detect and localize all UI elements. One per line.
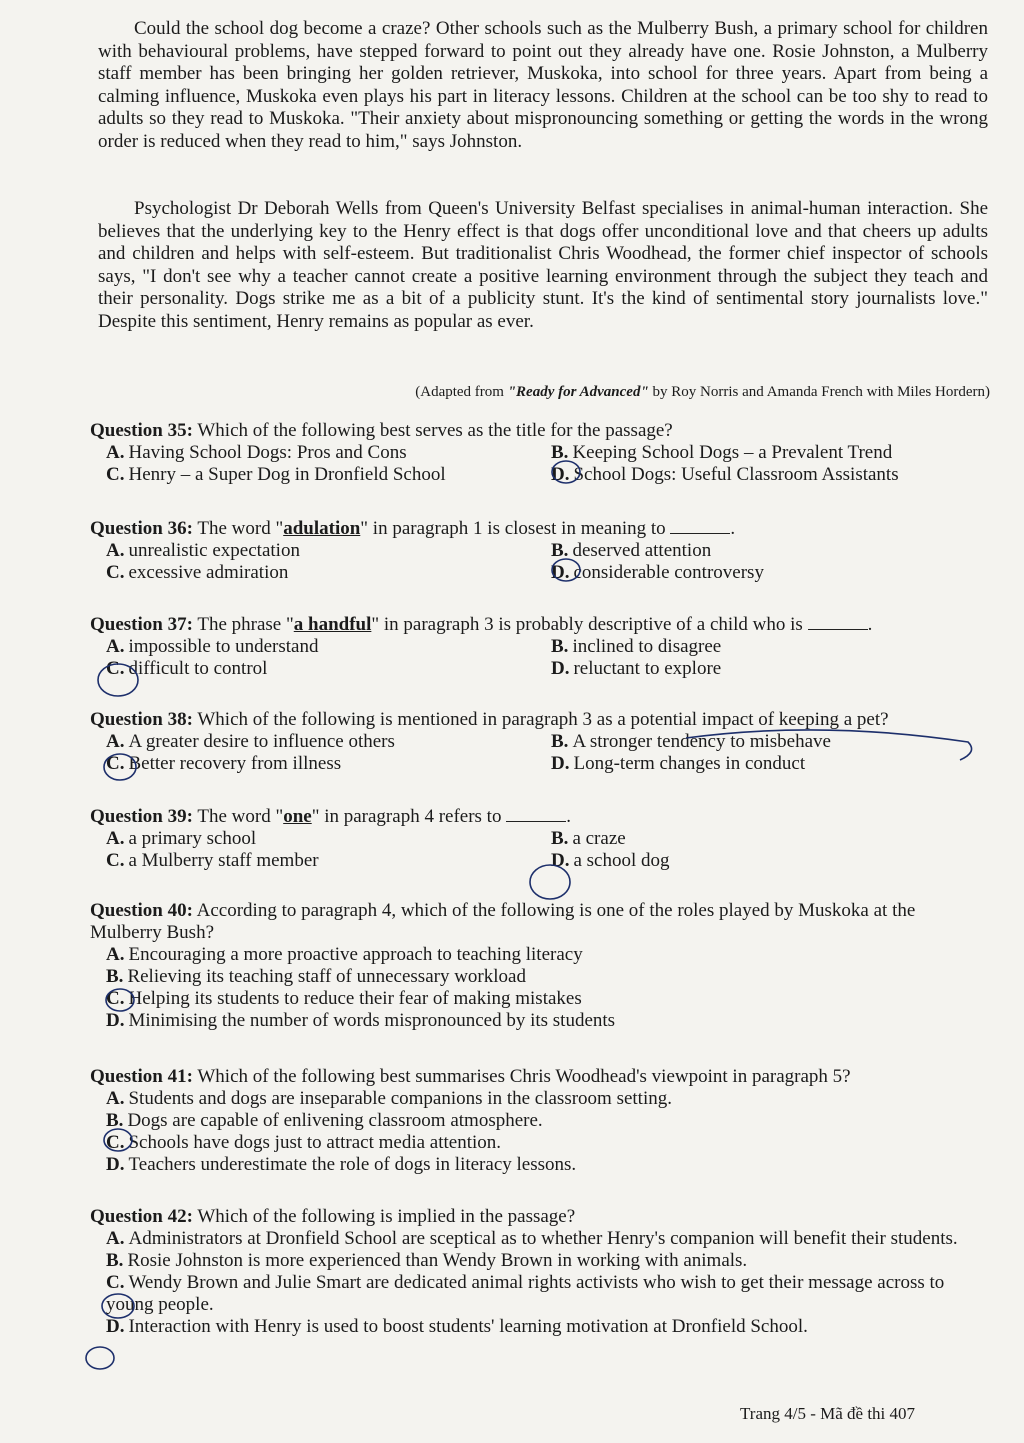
option-a[interactable]: A. impossible to understand bbox=[106, 636, 319, 657]
options bbox=[106, 1088, 990, 1176]
option-c[interactable]: C. excessive admiration bbox=[106, 562, 289, 583]
option-a[interactable]: A. a primary school bbox=[106, 828, 257, 849]
options bbox=[106, 636, 990, 680]
option-c[interactable]: C. Wendy Brown and Julie Smart are dedicated animal rights activists who wish to get their message across to young people. bbox=[106, 1272, 945, 1315]
option-a[interactable]: A. unrealistic expectation bbox=[106, 540, 300, 561]
answer-blank bbox=[808, 615, 868, 630]
option-b[interactable]: B. deserved attention bbox=[551, 540, 712, 561]
option-c[interactable]: C. a Mulberry staff member bbox=[106, 850, 319, 871]
question-number: Question 36: bbox=[90, 518, 193, 539]
option-d[interactable]: D. considerable controversy bbox=[551, 562, 764, 583]
option-a[interactable]: A. Encouraging a more proactive approach to teaching literacy bbox=[106, 944, 583, 965]
question-number: Question 41: bbox=[90, 1066, 193, 1087]
passage-paragraph-4: Could the school dog become a craze? Other schools such as the Mulberry Bush, a primary school for children with behavioural problems, have stepped forward to point out they already have one. Rosie Johnston, a Mulberry staff member has been bringing her golden retriever, Muskoka, into school for three years. Apart from being a calming influence, Muskoka even plays his part in literacy lessons. Children at the school can be too shy to read to adults so they read to Muskoka. "Their anxiety about mispronouncing something or getting the words in the wrong order is reduced when they read to him," says Johnston. bbox=[98, 18, 988, 152]
question-stem: Which of the following best summarises Chris Woodhead's viewpoint in paragraph 5? bbox=[197, 1066, 851, 1087]
page-footer: Trang 4/5 - Mã đề thi 407 bbox=[740, 1404, 916, 1423]
question-35 bbox=[90, 420, 990, 486]
option-a[interactable]: A. A greater desire to influence others bbox=[106, 731, 395, 752]
keyword: adulation bbox=[283, 518, 361, 539]
option-a[interactable]: A. Having School Dogs: Pros and Cons bbox=[106, 442, 407, 463]
option-c[interactable]: C. Schools have dogs just to attract media attention. bbox=[106, 1132, 502, 1153]
source-citation: (Adapted from "Ready for Advanced" by Roy Norris and Amanda French with Miles Hordern) bbox=[415, 384, 990, 400]
option-b[interactable]: B. a craze bbox=[551, 828, 626, 849]
question-stem: Which of the following is mentioned in paragraph 3 as a potential impact of keeping a pet? bbox=[197, 709, 889, 730]
question-number: Question 42: bbox=[90, 1206, 193, 1227]
question-number: Question 40: bbox=[90, 900, 193, 921]
option-b[interactable]: B. inclined to disagree bbox=[551, 636, 722, 657]
option-c[interactable]: C. Helping its students to reduce their fear of making mistakes bbox=[106, 988, 582, 1009]
option-a[interactable]: A. Administrators at Dronfield School are sceptical as to whether Henry's companion will benefit their students. bbox=[106, 1228, 958, 1249]
question-number: Question 39: bbox=[90, 806, 193, 827]
option-d[interactable]: D. a school dog bbox=[551, 850, 670, 871]
option-d[interactable]: D. reluctant to explore bbox=[551, 658, 722, 679]
source-book-title: "Ready for Advanced" bbox=[507, 384, 649, 400]
option-b[interactable]: B. Relieving its teaching staff of unnecessary workload bbox=[106, 966, 526, 987]
passage-paragraph-5: Psychologist Dr Deborah Wells from Queen's University Belfast specialises in animal-human interaction. She believes that the underlying key to the Henry effect is that dogs offer unconditional love and that cheers up adults and children and helps with self-esteem. But traditionalist Chris Woodhead, the former chief inspector of schools says, "I don't see why a teacher cannot create a positive learning environment through the subject they teach and their personality. Dogs strike me as a bit of a publicity stunt. It's the kind of sentimental story journalists love." Despite this sentiment, Henry remains as popular as ever. bbox=[98, 198, 988, 332]
options bbox=[106, 540, 990, 584]
options bbox=[106, 1228, 990, 1338]
option-c[interactable]: C. difficult to control bbox=[106, 658, 268, 679]
answer-blank bbox=[670, 519, 730, 534]
question-number: Question 38: bbox=[90, 709, 193, 730]
options bbox=[106, 828, 990, 872]
options bbox=[106, 731, 990, 775]
question-37: Question 37: The phrase "a handful" in paragraph 3 is probably descriptive of a child who is . A. impossible to understand B. inclined to disagree C. difficult to control D. reluctant to explore bbox=[90, 614, 990, 680]
option-b[interactable]: B. A stronger tendency to misbehave bbox=[551, 731, 831, 752]
answer-blank bbox=[506, 807, 566, 822]
question-number: Question 35: bbox=[90, 420, 193, 441]
question-42 bbox=[90, 1206, 990, 1338]
options bbox=[106, 442, 990, 486]
question-41 bbox=[90, 1066, 990, 1176]
option-d[interactable]: D. School Dogs: Useful Classroom Assistants bbox=[551, 464, 899, 485]
option-b[interactable]: B. Rosie Johnston is more experienced than Wendy Brown in working with animals. bbox=[106, 1250, 748, 1271]
option-d[interactable]: D. Interaction with Henry is used to boost students' learning motivation at Dronfield School. bbox=[106, 1316, 808, 1337]
pen-circle bbox=[86, 1347, 114, 1369]
question-38 bbox=[90, 709, 990, 775]
question-39: Question 39: The word "one" in paragraph 4 refers to . A. a primary school B. a craze C. a Mulberry staff member D. a school dog bbox=[90, 806, 990, 872]
question-number: Question 37: bbox=[90, 614, 193, 635]
question-stem: Which of the following is implied in the passage? bbox=[197, 1206, 576, 1227]
keyword: one bbox=[283, 806, 312, 827]
question-stem: According to paragraph 4, which of the following is one of the roles played by Muskoka at the Mulberry Bush? bbox=[90, 900, 916, 943]
option-c[interactable]: C. Henry – a Super Dog in Dronfield School bbox=[106, 464, 446, 485]
option-c[interactable]: C. Better recovery from illness bbox=[106, 753, 342, 774]
question-stem: Which of the following best serves as the title for the passage? bbox=[197, 420, 673, 441]
option-b[interactable]: B. Keeping School Dogs – a Prevalent Trend bbox=[551, 442, 893, 463]
option-d[interactable]: D. Long-term changes in conduct bbox=[551, 753, 806, 774]
options bbox=[106, 944, 990, 1032]
option-d[interactable]: D. Minimising the number of words mispronounced by its students bbox=[106, 1010, 616, 1031]
keyword: a handful bbox=[293, 614, 372, 635]
question-36: Question 36: The word "adulation" in paragraph 1 is closest in meaning to . A. unrealistic expectation B. deserved attention C. excessive admiration D. considerable controversy bbox=[90, 518, 990, 584]
option-a[interactable]: A. Students and dogs are inseparable companions in the classroom setting. bbox=[106, 1088, 672, 1109]
option-b[interactable]: B. Dogs are capable of enlivening classroom atmosphere. bbox=[106, 1110, 543, 1131]
option-d[interactable]: D. Teachers underestimate the role of dogs in literacy lessons. bbox=[106, 1154, 577, 1175]
question-40 bbox=[90, 900, 990, 1032]
